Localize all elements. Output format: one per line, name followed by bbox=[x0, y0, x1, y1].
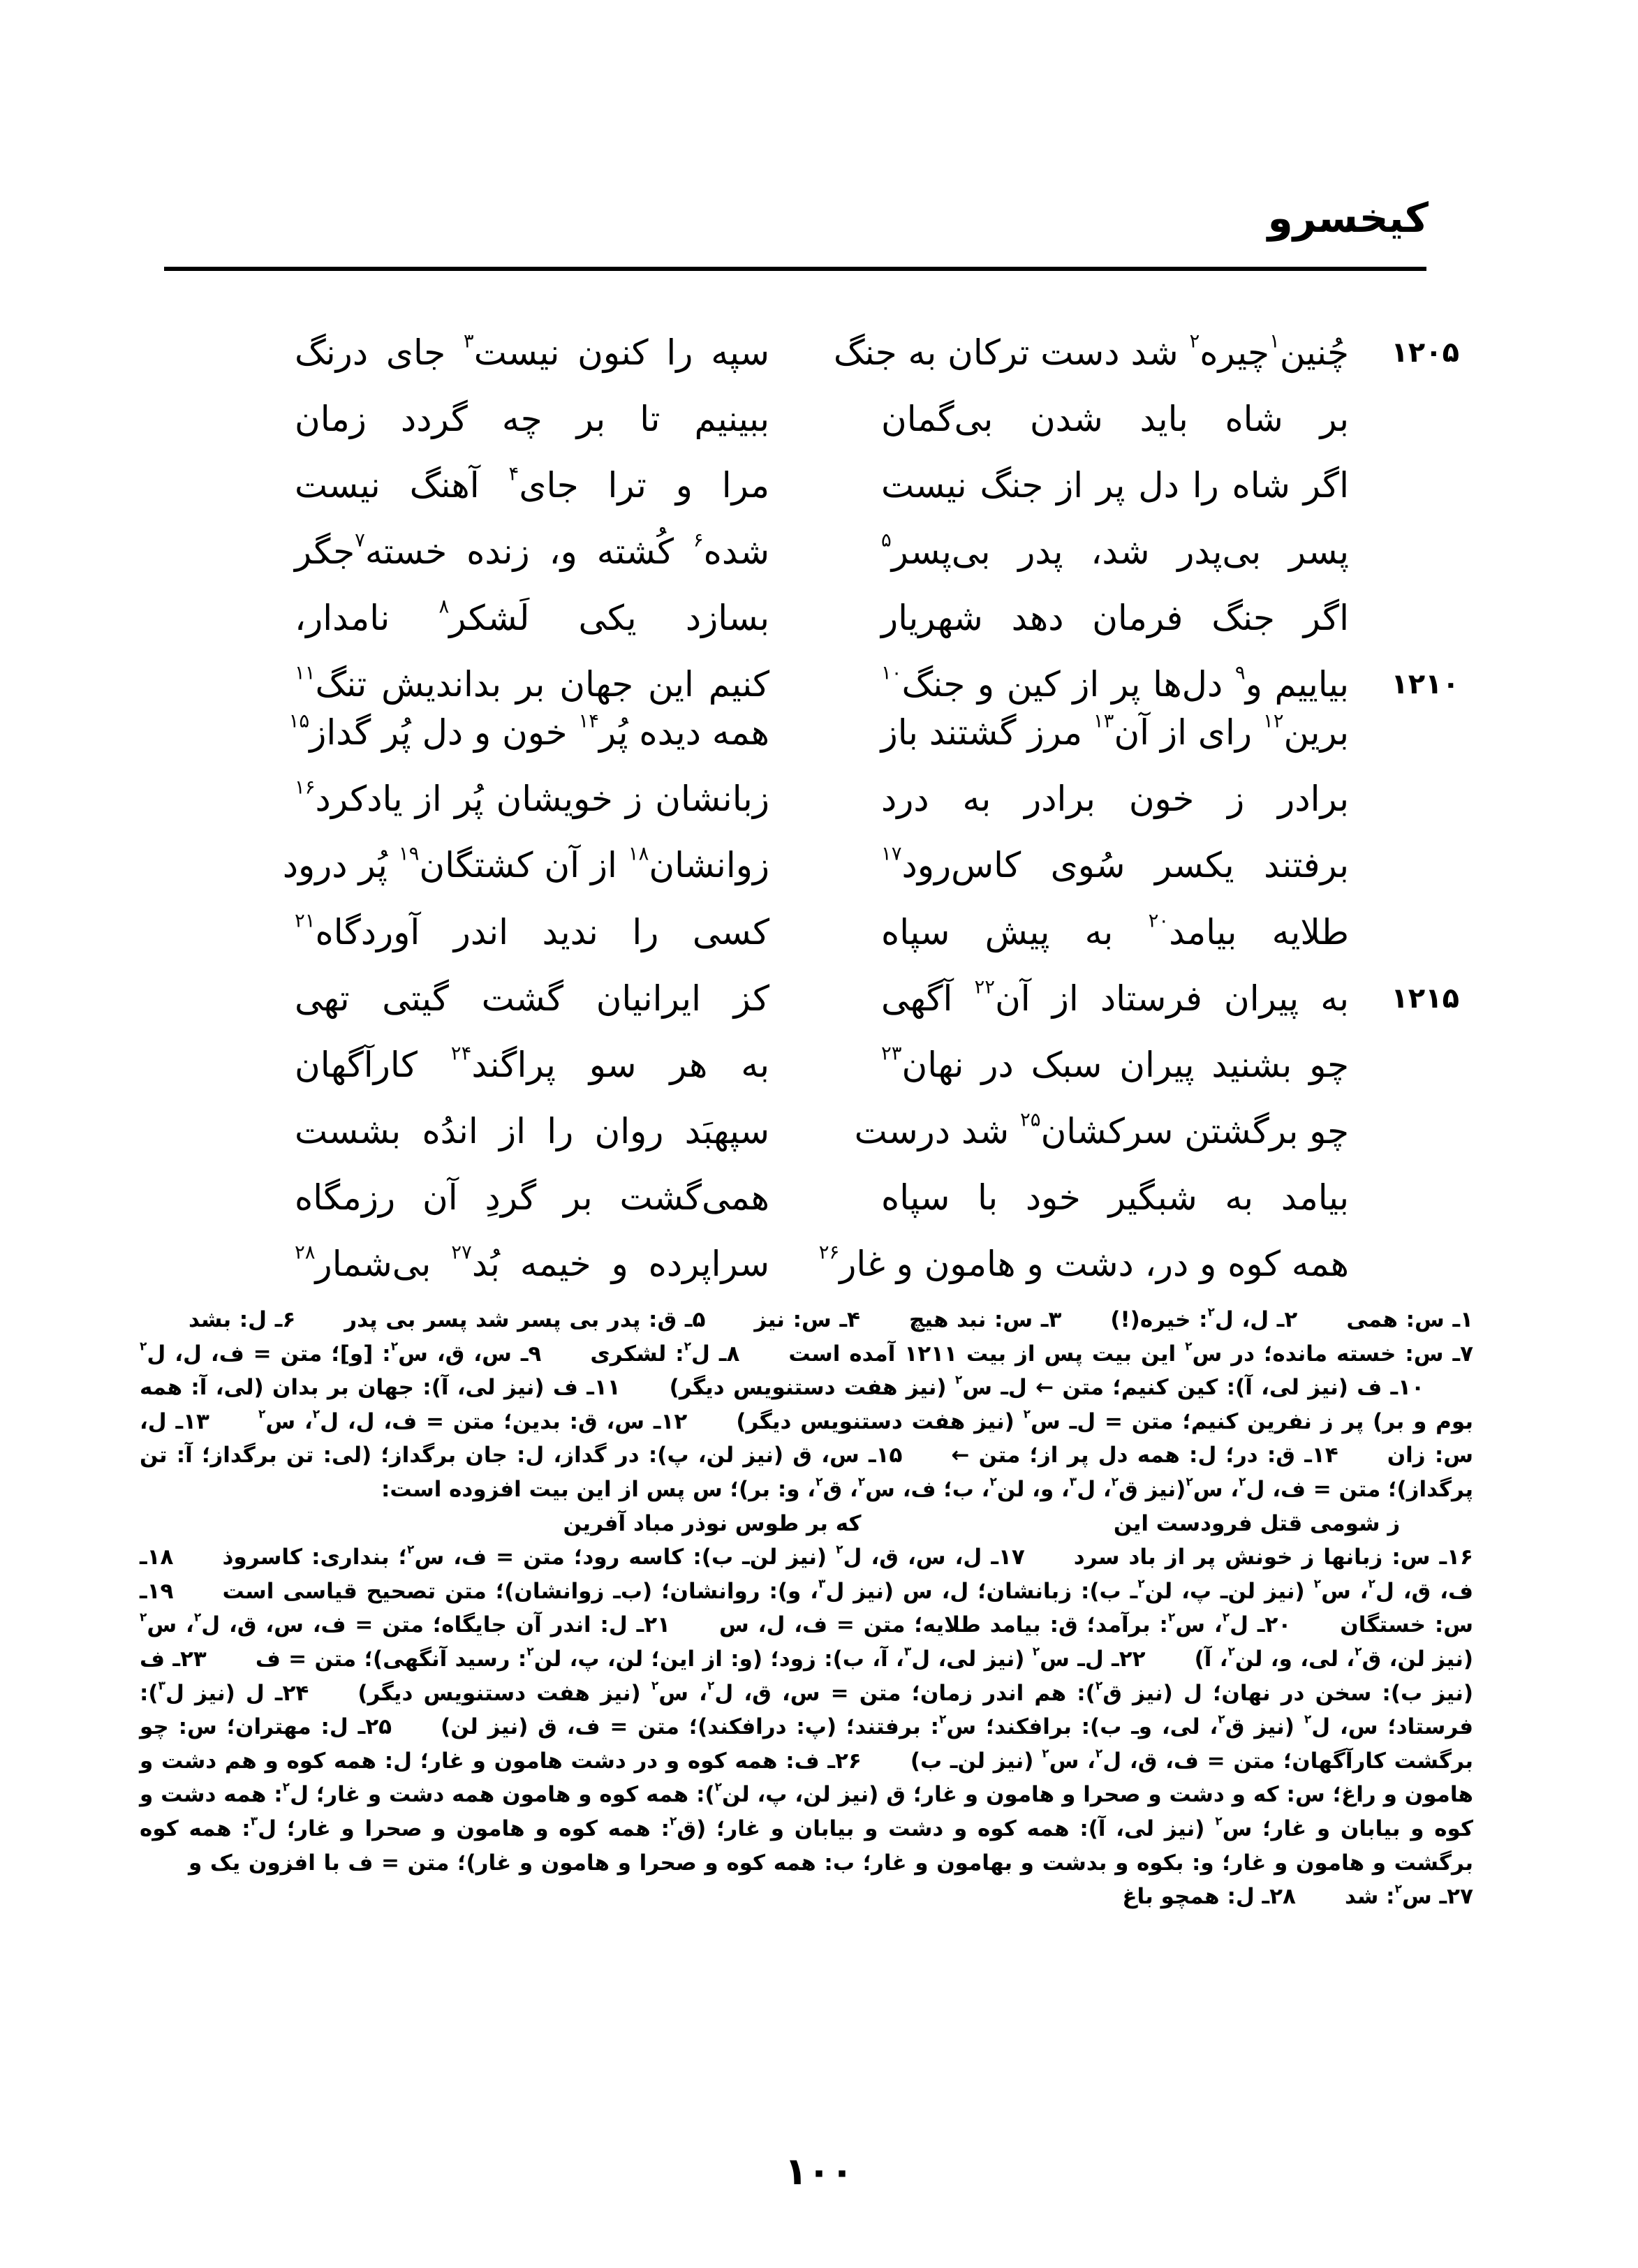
second-hemistich: زبانشان ز خویشان پُر از یادکرد$^{۱۶}$ bbox=[295, 776, 769, 819]
footnote-entry: ۱۷ـ ل، س، ق، ل$^۲$ (نیز لن‌ـ ب): کاسه رود؛ متن = ف، س$^۲$؛ بنداری: کاسروذ bbox=[222, 1542, 1025, 1570]
second-hemistich: همی‌گشت بر گردِ آن رزمگاه bbox=[295, 1177, 769, 1218]
critical-apparatus-footnotes bbox=[140, 1303, 1473, 1914]
verse-couplet bbox=[0, 320, 1638, 386]
second-hemistich: کز ایرانیان گشت گیتی تهی bbox=[295, 978, 769, 1019]
footnote-entry: ۲۰ـ ل$^۲$، س$^۲$: برآمد؛ ق: بیامد طلایه؛ متن = ف، ل، س bbox=[719, 1611, 1292, 1638]
verse-couplet bbox=[0, 832, 1638, 899]
footnote-entry: ۱۵ـ س، ق (نیز لن، پ): در گداز، ل: جان برگداز؛ (لی: تن برگداز؛ آ: تن پرگداز)؛ متن = ف، ل$^۲$، س$^۲$(نیز ق$^۲$، ل$^۳$، و، لن$^۲$، ب؛ ف، س$^۲$، ق$^۲$، و: بر)؛ س پس از این بیت افزوده است: bbox=[140, 1443, 1473, 1502]
verse-couplet bbox=[0, 966, 1638, 1032]
second-hemistich: کسی را ندید اندر آوردگاه$^{۲۱}$ bbox=[295, 909, 769, 952]
verse-couplet bbox=[0, 1165, 1638, 1231]
second-hemistich: زوانشان$^{۱۸}$ از آن کشتگان$^{۱۹}$ پُر درود bbox=[282, 842, 769, 885]
verse-couplet bbox=[0, 1098, 1638, 1165]
footnote-entry: ۱ـ س: همی bbox=[1346, 1307, 1473, 1332]
footnote-entry: ۴ـ س: نیز bbox=[754, 1307, 860, 1332]
page-number: ۱۰۰ bbox=[784, 2149, 854, 2193]
second-hemistich: سپه را کنون نیست$^۳$ جای درنگ bbox=[295, 330, 769, 373]
second-hemistich: سراپرده و خیمه بُد$^{۲۷}$ بی‌شمار$^{۲۸}$ bbox=[295, 1241, 769, 1284]
verse-number: ۱۲۱۰ bbox=[1391, 668, 1459, 700]
verse-couplet bbox=[0, 899, 1638, 966]
verse-couplet bbox=[0, 766, 1638, 832]
verse-couplet bbox=[0, 519, 1638, 585]
footnote-entry: ۲۶ـ ف: همه کوه و در دشت هامون و غار؛ ل: همه کوه و هم دشت و هامون و راغ؛ س: که و دشت و صحرا و هامون و غار؛ ق (نیز لن، پ، لن$^۲$): همه کوه و هامون همه دشت و غار؛ ل$^۲$: همه دشت و کوه و بیابان و غار؛ س$^۲$ (نیز لی، آ): همه کوه و دشت و بیابان و غار؛ (ق$^۲$: همه کوه و هامون و صحرا و غار؛ ل$^۳$: همه کوه برگشت و هامون و غار؛ و: بکوه و بدشت و بهامون و غار؛ ب: همه کوه و صحرا و هامون و غار)؛ متن = ف با افزون یک و bbox=[140, 1748, 1474, 1876]
second-hemistich: شده$^۶$ کُشته و، زنده خسته$^۷$جگر bbox=[295, 529, 769, 572]
stanza bbox=[0, 700, 1638, 899]
first-hemistich: اگر شاه را دل پر از جنگ نیست bbox=[881, 465, 1349, 506]
second-hemistich: بسازد یکی لَشکر$^۸$ نامدار، bbox=[295, 595, 770, 638]
first-hemistich: بیامد به شبگیر خود با سپاه bbox=[881, 1177, 1349, 1218]
footnote-entry: ۲۷ـ س$^۲$: شد bbox=[1344, 1882, 1473, 1910]
second-hemistich: کنیم این جهان بر بداندیش تنگ$^{۱۱}$ bbox=[295, 661, 769, 705]
first-hemistich: برین$^{۱۲}$ رای از آن$^{۱۳}$ مرز گشتند باز bbox=[880, 709, 1349, 753]
verse-number: ۱۲۱۵ bbox=[1391, 982, 1459, 1015]
running-head-title: کیخسرو bbox=[1267, 194, 1429, 242]
footnote-entry: ۱۶ـ س: زبانها ز خونش پر از باد سرد bbox=[1073, 1545, 1473, 1570]
verse-number: ۱۲۰۵ bbox=[1391, 337, 1459, 369]
first-hemistich: طلایه بیامد$^{۲۰}$ به پیش سپاه bbox=[881, 909, 1349, 952]
header-rule-divider bbox=[164, 267, 1426, 271]
footnote-entry: ۱۰ـ ف (نیز لی، آ): کین کنیم؛ متن ← ل‌ـ س$^۲$ (نیز هفت دستنویس دیگر) bbox=[669, 1373, 1424, 1401]
footnote-verse-first-hemistich: ز شومی قتل فرودست این bbox=[1113, 1510, 1401, 1536]
second-hemistich: سپهبَد روان را از اندُه بشست bbox=[295, 1111, 769, 1151]
footnote-entry: ۵ـ ق: پدر بی پسر شد پسر بی پدر bbox=[344, 1307, 706, 1332]
footnote-entry: ۱۸ـ ف، ق، ل$^۲$، س$^۲$ (نیز لن‌ـ پ، لن$^۲$‌ـ ب): زبانشان؛ ل، س (نیز ل$^۳$، و): روانشان؛ (ب‌ـ زوانشان)؛ متن تصحیح قیاسی است bbox=[140, 1545, 1473, 1604]
stanza bbox=[0, 899, 1638, 1297]
first-hemistich: برادر ز خون برادر به درد bbox=[881, 779, 1349, 819]
second-hemistich: همه دیده پُر$^{۱۴}$ خون و دل پُر گداز$^{۱۵}$ bbox=[288, 709, 769, 753]
footnote-entry: ۲۵ـ ل: مهتران؛ س: چو برگشت کارآگهان؛ متن = ف، ق، ل$^۲$، س$^۲$ (نیز لن‌ـ ب) bbox=[140, 1714, 1474, 1774]
first-hemistich: چو برگشتن سرکشان$^{۲۵}$ شد درست bbox=[854, 1108, 1349, 1151]
footnote-entry: ۱۹ـ س: خستگان bbox=[140, 1578, 1473, 1638]
second-hemistich: به هر سو پراگند$^{۲۴}$ کارآگهان bbox=[295, 1042, 769, 1085]
first-hemistich: بر شاه باید شدن بی‌گمان bbox=[881, 399, 1349, 439]
footnote-entry: ۲۳ـ ف (نیز ب): سخن در نهان؛ ل (نیز ق$^۲$): هم اندر زمان؛ متن = س، ق، ل$^۲$، س$^۲$ (نیز هفت دستنویس دیگر) bbox=[140, 1646, 1474, 1706]
first-hemistich: پسر بی‌پدر شد، پدر بی‌پسر$^۵$ bbox=[881, 529, 1349, 572]
footnote-entry: ۶ـ ل: بشد bbox=[189, 1307, 296, 1332]
second-hemistich: مرا و ترا جای$^۴$ آهنگ نیست bbox=[295, 462, 770, 506]
footnote-entry: ۲۲ـ ل‌ـ س$^۲$ (نیز لی، ل$^۳$، آ، ب): زود؛ (و: از این؛ لن، پ، لن$^۲$: رسید آنگهی)؛ متن = ف bbox=[255, 1644, 1146, 1672]
stanza bbox=[0, 320, 1638, 718]
footnote-entry: ۱۱ـ ف (نیز لی، آ): جهان بر بدان (لی، آ: همه بوم و بر) پر ز نفرین کنیم؛ متن = ل‌ـ س$^۲$ (نیز هفت دستنویس دیگر) bbox=[140, 1375, 1473, 1434]
verse-couplet bbox=[0, 700, 1638, 766]
footnote-entry: ۲۱ـ ل: اندر آن جایگاه؛ متن = ف، س، ق، ل$^۲$، س$^۲$ (نیز لن، ق$^۲$، لی، و، لن$^۲$، آ) bbox=[140, 1611, 1473, 1672]
footnote-entry: ۱۲ـ س، ق: بدین؛ متن = ف، ل، ل$^۲$، س$^۲$ bbox=[258, 1407, 688, 1434]
footnote-added-verse bbox=[140, 1507, 1473, 1541]
footnote-verse-second-hemistich: که بر طوس نوذر مباد آفرین bbox=[563, 1510, 862, 1536]
verse-couplet bbox=[0, 452, 1638, 519]
first-hemistich: چُنین$^۱$چیره$^۲$ شد دست ترکان به جنگ bbox=[833, 330, 1349, 373]
verse-couplet bbox=[0, 585, 1638, 651]
footnote-entry: ۱۴ـ ق: در؛ ل: همه دل پر از؛ متن ← bbox=[951, 1443, 1338, 1468]
footnote-entry: ۸ـ ل$^۲$: لشکری bbox=[590, 1339, 740, 1367]
first-hemistich: برفتند یکسر سُوی کاس‌رود$^{۱۷}$ bbox=[881, 842, 1349, 885]
second-hemistich: ببینیم تا بر چه گردد زمان bbox=[295, 399, 769, 439]
verse-couplet bbox=[0, 1032, 1638, 1098]
footnote-entry: ۷ـ س: خسته مانده؛ در س$^۲$ این بیت پس از بیت ۱۲۱۱ آمده است bbox=[788, 1339, 1474, 1367]
first-hemistich: همه کوه و در، دشت و هامون و غار$^{۲۶}$ bbox=[818, 1241, 1349, 1284]
first-hemistich: چو بشنید پیران سبک در نهان$^{۲۳}$ bbox=[881, 1042, 1349, 1085]
first-hemistich: اگر جنگ فرمان دهد شهریار bbox=[881, 598, 1349, 638]
footnote-entry: ۲۴ـ ل (نیز ل$^۳$): فرستاد؛ س، ل$^۲$ (نیز ق$^۲$، لی، و‌ـ ب): برافکند؛ س$^۲$: برفتند؛ (پ: درافکند)؛ متن = ف، ق (نیز لن) bbox=[140, 1679, 1473, 1740]
verse-couplet bbox=[0, 386, 1638, 452]
footnote-entry: ۱۳ـ ل، س: زان bbox=[140, 1408, 1474, 1468]
footnote-entry: ۹ـ س، ق، س$^۲$: [و]؛ متن = ف، ل، ل$^۲$ bbox=[140, 1339, 542, 1367]
first-hemistich: به پیران فرستاد از آن$^{۲۲}$ آگهی bbox=[881, 975, 1349, 1019]
verse-couplet bbox=[0, 1231, 1638, 1297]
footnote-entry: ۲ـ ل، ل$^۲$: خیره(!) bbox=[1110, 1305, 1298, 1332]
first-hemistich: بیاییم و$^۹$ دل‌ها پر از کین و جنگ$^{۱۰}$ bbox=[881, 661, 1349, 705]
footnote-entry: ۲۸ـ ل: همچو باغ bbox=[1122, 1884, 1296, 1910]
footnote-entry: ۳ـ س: نبد هیچ bbox=[908, 1307, 1062, 1332]
